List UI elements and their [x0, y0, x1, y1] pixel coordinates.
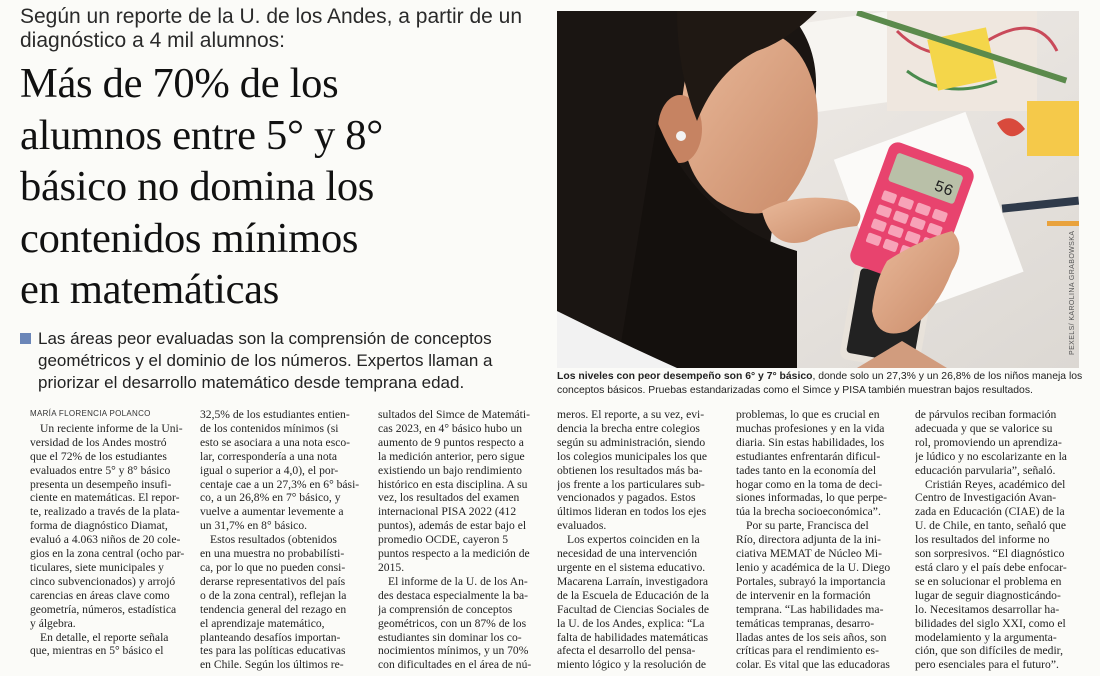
text-line: El informe de la U. de los An- [388, 574, 528, 588]
text-line: internacional PISA 2022 (412 [378, 505, 517, 519]
text-line: la medición anterior, pero sigue [378, 449, 525, 463]
text-line: lenio y académica de la U. Diego [736, 560, 891, 574]
text-line: vencionados y pagados. Estos [557, 491, 696, 505]
text-line: que el 72% de los estudiantes [30, 449, 167, 463]
text-line: la U. de los Andes, explica: “La [557, 616, 705, 630]
text-line: y álgebra. [30, 616, 76, 630]
text-line: educación parvularia”, señaló. [915, 463, 1056, 477]
text-line: críticas para el rendimiento es- [736, 644, 879, 658]
text-line: Centro de Investigación Avan- [915, 491, 1057, 505]
text-line: je lúdico y no escolarizante en la [915, 449, 1067, 463]
text-line: Los expertos coinciden en la [567, 533, 700, 547]
text-line: modelamiento y la argumenta- [915, 630, 1057, 644]
text-line: geometría, números, estadística [30, 602, 177, 616]
body-column-2 [200, 408, 360, 672]
headline-line: en matemáticas [20, 266, 279, 313]
text-line: esto se asociara a una nota esco- [200, 435, 351, 449]
text-line [30, 408, 190, 422]
text-line: en Chile. Según los últimos re- [200, 658, 344, 672]
text-line: temprana. “Las habilidades ma- [736, 602, 884, 616]
text-line: zada en Educación (CIAE) de la [915, 505, 1065, 519]
text-line: evaluó a 4.063 niños de 20 cole- [30, 533, 181, 547]
headline-line: básico no domina los [20, 163, 375, 210]
summary-line: geométricos y el dominio de los números. Expertos llaman a [38, 351, 493, 370]
text-line: problemas, lo que es crucial en [736, 408, 880, 421]
text-line: los resultados del informe no [915, 533, 1050, 547]
summary-line: priorizar el desarrollo matemático desde temprana edad. [38, 373, 465, 392]
text-line: puntos respecto a la medición de [378, 547, 530, 561]
text-line: vuelve a aumentar levemente a [200, 505, 344, 519]
text-line: aumento de 9 puntos respecto a [378, 435, 524, 449]
text-line: con dificultades en el área de nú- [378, 658, 532, 672]
text-line: Macarena Larraín, investigadora [557, 574, 708, 588]
text-line: nocimientos mínimos, y un 70% [378, 644, 529, 658]
article-summary [20, 328, 540, 394]
text-line: forma de diagnóstico Diamat, [30, 519, 168, 533]
text-line: ciativa MEMAT de Núcleo Mi- [736, 547, 882, 561]
text-line: cas 2023, en 4° básico hubo un [378, 421, 523, 435]
text-line: o de la zona central), reflejan la [200, 588, 347, 602]
text-line: Estos resultados (obtenidos [210, 533, 337, 547]
text-line: muchas profesiones y en la vida [736, 421, 885, 435]
text-line: bilidades del siglo XXI, como el [915, 616, 1066, 630]
text-line: el aprendizaje matemático, [200, 616, 325, 630]
text-line: según su administración, siendo [557, 435, 706, 449]
text-line: colar. Es vital que las educadoras [736, 658, 890, 672]
article-photo [557, 11, 1079, 368]
text-line: centaje cae a un 27,3% en 6° bási- [200, 477, 360, 491]
text-line: túa la brecha socioeconómica”. [736, 505, 881, 519]
text-line: adecuada y que se valorice su [915, 421, 1053, 435]
body-column-4 [557, 408, 717, 672]
text-line: co, a un 26,8% en 7° básico, y [200, 491, 341, 505]
text-line: ja comprensión de conceptos [378, 602, 513, 616]
student-with-calculator-illustration [557, 11, 1079, 368]
text-line: siones informadas, lo que perpe- [736, 491, 887, 505]
text-line: rol, promoviendo un aprendiza- [915, 435, 1062, 449]
text-line: ción, que son difíciles de medir, [915, 644, 1063, 658]
summary-line: Las áreas peor evaluadas son la comprensión de conceptos [38, 329, 492, 348]
text-line: últimos lideran en todos los ejes [557, 505, 707, 519]
text-line: Por su parte, Francisca del [746, 519, 869, 533]
text-line: dencia la brecha entre colegios [557, 421, 700, 435]
text-line: ca, por lo que no pueden consi- [200, 560, 346, 574]
text-line: que, mientras en 5° básico el [30, 644, 164, 658]
caption-bold: Los niveles con peor desempeño son 6° y 7° básico [557, 371, 813, 382]
text-line: puntos), además de estar bajo el [378, 519, 527, 533]
text-line: En detalle, el reporte señala [40, 630, 169, 644]
text-line: necesidad de una intervención [557, 547, 698, 561]
text-line: ciente en matemáticas. El repor- [30, 491, 180, 505]
text-line: se en solucionar el problema en [915, 574, 1062, 588]
byline: MARÍA FLORENCIA POLANCO [30, 409, 151, 418]
text-line: presenta un desempeño insufi- [30, 477, 172, 491]
text-line: lugar de seguir diagnosticándo- [915, 588, 1061, 602]
photo-credit: PEXELS/ KAROLINA GRABOWSKA [1069, 230, 1076, 355]
headline-line: Más de 70% de los [20, 60, 339, 107]
text-line: igual o superior a 4,0), el por- [200, 463, 339, 477]
text-line: un 31,7% en 8° básico. [200, 519, 308, 533]
text-line: des destaca especialmente la ba- [378, 588, 528, 602]
text-line: tes para las políticas educativas [200, 644, 346, 658]
text-line: 2015. [378, 560, 405, 574]
article-headline [20, 58, 540, 316]
text-line: promedio OCDE, cayeron 5 [378, 533, 509, 547]
text-line: sultados del Simce de Matemáti- [378, 408, 530, 421]
body-column-5 [736, 408, 896, 672]
text-line: urgente en el sistema educativo. [557, 560, 706, 574]
text-line: geométricos, con un 87% de los [378, 616, 527, 630]
text-line: Un reciente informe de la Uni- [40, 421, 183, 435]
text-line: de párvulos reciban formación [915, 408, 1057, 421]
text-line: obtienen los resultados más ba- [557, 463, 703, 477]
square-bullet-icon [20, 333, 31, 344]
text-line: meros. El reporte, a su vez, evi- [557, 408, 705, 421]
text-line: te, realizado a través de la plata- [30, 505, 180, 519]
text-line: cinco subvencionados) y arrojó [30, 574, 176, 588]
text-line: temáticas tempranas, desarro- [736, 616, 875, 630]
text-line: Facultad de Ciencias Sociales de [557, 602, 709, 616]
text-line: estudiantes enfrentarán dificul- [736, 449, 881, 463]
text-line: 32,5% de los estudiantes entien- [200, 408, 350, 421]
text-line: está claro y el país debe enfocar- [915, 560, 1067, 574]
text-line: miento lógico y la resolución de [557, 658, 707, 672]
text-line: de intervenir en la formación [736, 588, 871, 602]
text-line: Cristián Reyes, académico del [925, 477, 1066, 491]
text-line: lladas antes de los seis años, son [736, 630, 887, 644]
text-line: falta de habilidades matemáticas [557, 630, 708, 644]
text-line: de los contenidos mínimos (si [200, 421, 339, 435]
text-line: pero esenciales para el futuro”. [915, 658, 1059, 672]
text-line: Río, directora adjunta de la ini- [736, 533, 881, 547]
article-kicker [20, 5, 540, 53]
text-line: los colegios municipales los que [557, 449, 708, 463]
text-line: planteando desafíos importan- [200, 630, 341, 644]
body-column-1 [30, 408, 190, 658]
text-line: versidad de los Andes mostró [30, 435, 167, 449]
headline-line: alumnos entre 5° y 8° [20, 111, 383, 159]
text-line: hogar como en la toma de deci- [736, 477, 883, 491]
kicker-line: Según un reporte de la U. de los Andes, a partir de un [20, 5, 523, 28]
body-column-6 [915, 408, 1075, 672]
text-line: son sorpresivos. “El diagnóstico [915, 547, 1065, 561]
text-line: vez, los resultados del examen [378, 491, 520, 505]
text-line: evaluados entre 5° y 8° básico [30, 463, 171, 477]
text-line: lo. Necesitamos desarrollar ha- [915, 602, 1060, 616]
text-line: tendencia general del rezago en [200, 602, 347, 616]
text-line: derarse representativos del país [200, 574, 346, 588]
caption-line: conceptos básicos. Pruebas estandarizadas como el Simce y PISA también muestran bajos resultados. [557, 385, 1033, 396]
caption-rest: , donde solo un 27,3% y un 26,8% de los niños maneja los [812, 371, 1083, 382]
kicker-line: diagnóstico a 4 mil alumnos: [20, 29, 285, 52]
text-line: estudiantes sin dominar los co- [378, 630, 522, 644]
text-line: ticulares, siete municipales y [30, 560, 164, 574]
photo-caption [557, 370, 1087, 398]
calculator-display: 56 [931, 177, 956, 201]
text-line: existiendo un bajo rendimiento [378, 463, 522, 477]
text-line: de la Escuela de Educación de la [557, 588, 709, 602]
text-line: tades tanto en la economía del [736, 463, 877, 477]
text-line: diaria. Sin estas habilidades, los [736, 435, 885, 449]
text-line: jos frente a los particulares sub- [557, 477, 705, 491]
text-line: histórico en esta disciplina. A su [378, 477, 528, 491]
text-line: carencias en áreas clave como [30, 588, 170, 602]
text-line: en una muestra no probabilísti- [200, 547, 345, 561]
text-line: afecta el desarrollo del pensa- [557, 644, 696, 658]
text-line: U. de Chile, en tanto, señaló que [915, 519, 1067, 533]
text-line: evaluados. [557, 519, 607, 533]
text-line: Portales, subrayó la importancia [736, 574, 886, 588]
text-line: lar, correspondería a una nota [200, 449, 337, 463]
body-column-3 [378, 408, 538, 672]
text-line: gios en la zona central (ocho par- [30, 547, 185, 561]
headline-line: contenidos mínimos [20, 214, 359, 262]
